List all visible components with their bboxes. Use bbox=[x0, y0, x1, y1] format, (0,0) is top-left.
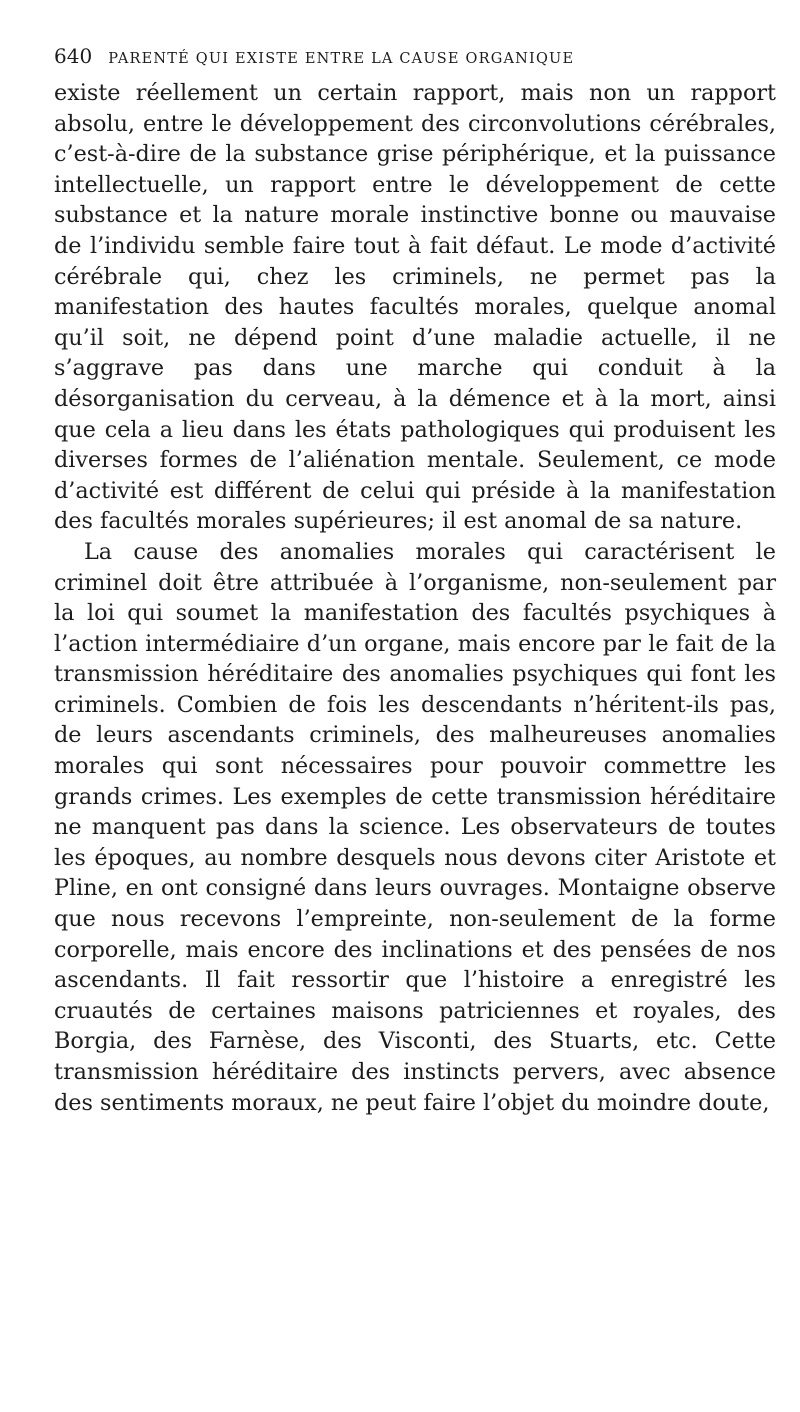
body-text bbox=[54, 78, 776, 1118]
page-number: 640 bbox=[54, 44, 93, 68]
paragraph-continued: existe réellement un certain rapport, mais non un rapport absolu, entre le développement des circonvolutions cérébrales, c’est-à-dire de la substance grise périphérique, et la puissance intellectuelle, un rapport entre le développement de cette substance et la nature morale instinctive bonne ou mauvaise de l’individu semble faire tout à fait défaut. Le mode d’activité cérébrale qui, chez les criminels, ne permet pas la manifestation des hautes facultés morales, quelque anomal qu’il soit, ne dépend point d’une maladie actuelle, il ne s’aggrave pas dans une marche qui conduit à la désorganisation du cerveau, à la démence et à la mort, ainsi que cela a lieu dans les états pathologiques qui produisent les diverses formes de l’aliénation mentale. Seulement, ce mode d’activité est différent de celui qui préside à la manifestation des facultés morales supérieures; il est anomal de sa nature. bbox=[54, 80, 776, 535]
paragraph: La cause des anomalies morales qui caractérisent le criminel doit être attribuée à l’organisme, non-seulement par la loi qui soumet la manifestation des facultés psychiques à l’action intermédiaire d’un organe, mais encore par le fait de la transmission héréditaire des anomalies psychiques qui font les criminels. Combien de fois les descendants n’héritent-ils pas, de leurs ascendants criminels, des malheureuses anomalies morales qui sont nécessaires pour pouvoir commettre les grands crimes. Les exemples de cette transmission héréditaire ne manquent pas dans la science. Les observateurs de toutes les époques, au nombre desquels nous devons citer Aristote et Pline, en ont consigné dans leurs ouvrages. Montaigne observe que nous recevons l’empreinte, non-seulement de la forme corporelle, mais encore des inclinations et des pensées de nos ascendants. Il fait ressortir que l’histoire a enregistré les cruautés de certaines maisons patriciennes et royales, des Borgia, des Farnèse, des Visconti, des Stuarts, etc. Cette transmission héréditaire des instincts pervers, avec absence des sentiments moraux, ne peut faire l’objet du moindre doute, bbox=[54, 538, 776, 1116]
book-page bbox=[54, 44, 776, 1118]
running-title: PARENTÉ QUI EXISTE ENTRE LA CAUSE ORGANIQUE bbox=[108, 51, 575, 67]
running-head bbox=[54, 44, 776, 78]
